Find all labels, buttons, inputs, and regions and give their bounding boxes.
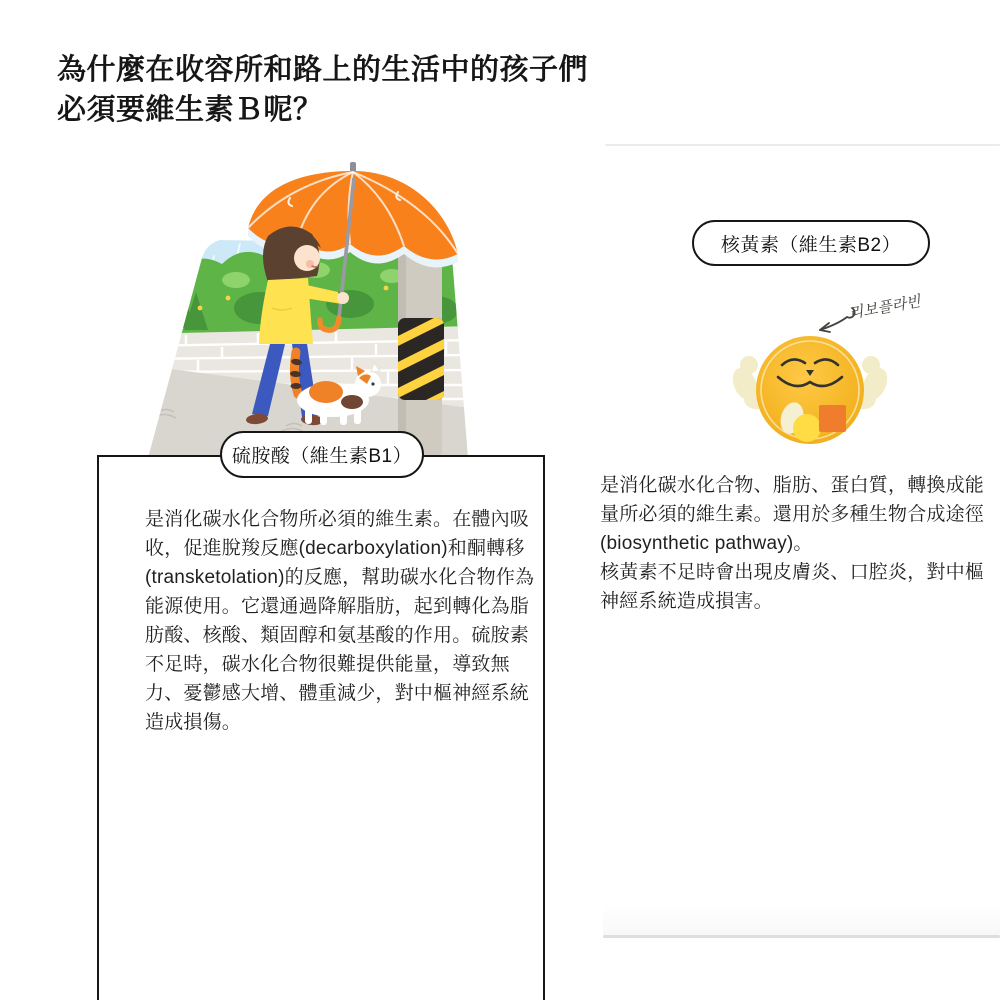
right-panel-bottom-divider — [603, 935, 1000, 938]
vitamin-b2-label: 核黃素（維生素B2） — [720, 234, 902, 256]
right-panel-bottom-shadow — [603, 905, 1000, 935]
vitamin-b2-description-paragraph-1: 是消化碳水化合物、脂肪、蛋白質，轉換成能量所必須的維生素。還用於多種生物合成途徑(biosynthetic pathway)。 — [600, 475, 985, 554]
cat-orange-patch — [309, 381, 343, 403]
umbrella-woman-cat-illustration — [140, 158, 470, 458]
vitamin-b2-description-paragraph-2: 核黃素不足時會出現皮膚炎、口腔炎，對中樞神經系統造成損害。 — [600, 562, 985, 612]
page-title-line1: 為什麼在收容所和路上的生活中的孩子們 — [57, 54, 589, 86]
vitamin-b2-label-badge — [692, 220, 930, 266]
cat-eye — [371, 382, 374, 385]
right-panel-top-divider — [605, 144, 1000, 146]
woman-hand — [337, 292, 349, 304]
yellow-circle-shape — [793, 414, 821, 442]
vitamin-b2-description — [600, 471, 998, 616]
vitamin-b1-description: 是消化碳水化合物所必須的維生素。在體內吸收，促進脫羧反應(decarboxylation)和酮轉移(transketolation)的反應，幫助碳水化合物作為能源使用。它還通過降解脂肪，起到轉化為脂肪酸、核酸、類固醇和氨基酸的作用。硫胺素不足時，碳水化合物很難提供能量，導致無力、憂鬱感大增、體重減少，對中樞神經系統造成損傷。 — [145, 509, 535, 733]
muscle-flexing-ball-character-illustration — [712, 314, 908, 454]
page-title — [57, 50, 657, 130]
cat-brown-patch — [341, 395, 363, 409]
orange-square-shape — [819, 405, 846, 432]
riboflavin-handwritten-annotation: 리보플라빈 — [847, 292, 922, 323]
vitamin-b1-label-badge — [220, 431, 424, 478]
page-title-line2: 必須要維生素Ｂ呢？ — [57, 94, 323, 126]
vitamin-b1-label: 硫胺酸（維生素B1） — [231, 446, 413, 467]
vitamin-b1-card — [97, 455, 545, 1000]
